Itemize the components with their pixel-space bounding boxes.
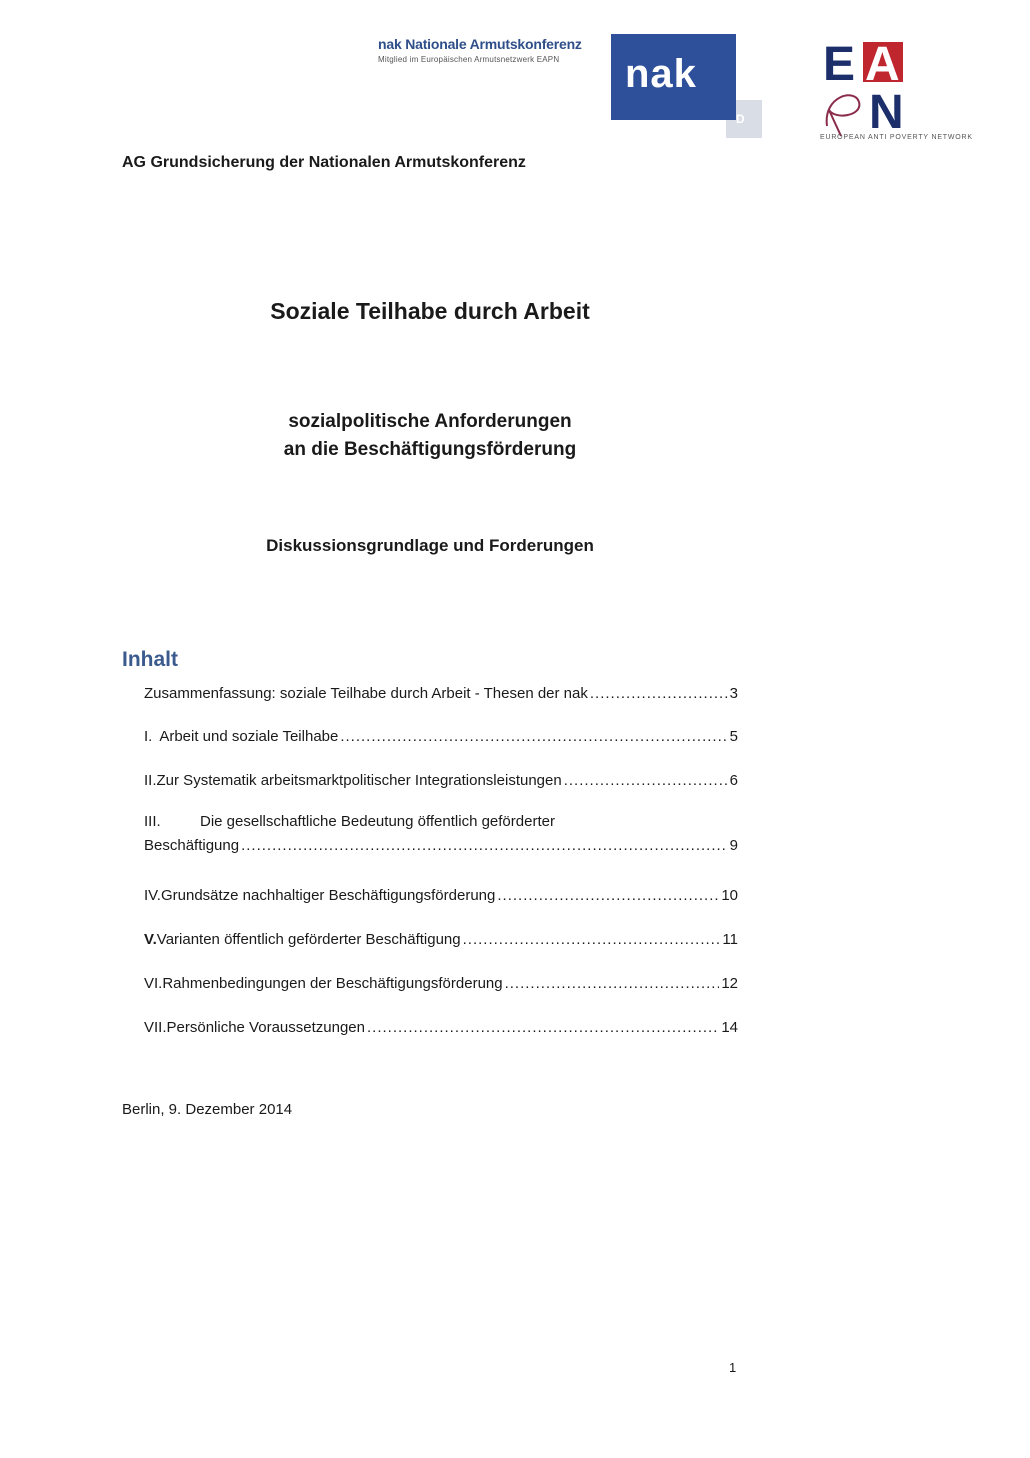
subtitle-line-2: an die Beschäftigungsförderung xyxy=(283,439,577,460)
toc-leader xyxy=(241,837,728,854)
toc-leader xyxy=(564,772,728,789)
toc-entry-num: VI. xyxy=(144,975,163,992)
toc-leader xyxy=(497,887,719,904)
eapn-letter-e: E xyxy=(823,38,856,91)
toc-entry-page: 11 xyxy=(722,931,738,948)
eapn-letter-a: A xyxy=(865,38,900,91)
toc-entry-text: Grundsätze nachhaltiger Beschäftigungsförderung xyxy=(160,887,496,904)
toc-entry-text: Zur Systematik arbeitsmarktpolitischer Integrationsleistungen xyxy=(156,772,562,789)
toc-leader xyxy=(367,1019,719,1036)
toc-leader xyxy=(505,975,720,992)
toc-entry-page: 9 xyxy=(729,837,738,854)
toc-entry-6[interactable] xyxy=(144,972,738,992)
toc-heading: Inhalt xyxy=(122,648,178,671)
toc-leader xyxy=(340,728,727,745)
toc-entry-num: III. xyxy=(144,813,161,830)
toc-entry-3[interactable] xyxy=(144,813,738,854)
eapn-letter-n: N xyxy=(869,86,904,139)
eapn-logo xyxy=(815,36,975,146)
toc-entry-page: 10 xyxy=(721,887,738,904)
eapn-tagline: EUROPEAN ANTI POVERTY NETWORK xyxy=(820,134,973,141)
toc-entry-num: IV. xyxy=(144,887,161,904)
toc-entry-4[interactable] xyxy=(144,884,738,904)
toc-entry-text-continued: Beschäftigung xyxy=(144,837,240,854)
toc-entry-num: VII. xyxy=(144,1019,167,1036)
discussion-heading: Diskussionsgrundlage und Forderungen xyxy=(266,536,594,555)
nak-wordmark xyxy=(378,36,598,64)
subtitle-line-1: sozialpolitische Anforderungen xyxy=(288,411,572,432)
toc-entry-text: Die gesellschaftliche Bedeutung öffentlich geförderter xyxy=(200,813,555,830)
document-date: Berlin, 9. Dezember 2014 xyxy=(122,1101,293,1118)
toc-entry-5[interactable] xyxy=(144,928,738,948)
org-line: AG Grundsicherung der Nationalen Armutskonferenz xyxy=(122,154,526,171)
toc-entry-page: 3 xyxy=(729,685,738,702)
toc-entry-summary[interactable] xyxy=(144,682,738,702)
document-subtitle xyxy=(0,408,860,464)
toc-entry-1[interactable] xyxy=(144,725,738,745)
nak-member-line: Mitglied im Europäischen Armutsnetzwerk EAPN xyxy=(378,55,560,64)
toc-entry-num: I. xyxy=(144,728,153,745)
toc-entry-page: 14 xyxy=(721,1019,738,1036)
nak-name: nak Nationale Armutskonferenz xyxy=(378,36,582,52)
toc-entry-text: Varianten öffentlich geförderter Beschäftigung xyxy=(156,931,461,948)
page-number: 1 xyxy=(729,1360,737,1375)
toc-entry-page: 5 xyxy=(729,728,738,745)
toc-entry-text: Persönliche Voraussetzungen xyxy=(166,1019,365,1036)
toc-leader xyxy=(463,931,721,948)
toc-entry-text: Arbeit und soziale Teilhabe xyxy=(159,728,339,745)
toc-entry-text: Rahmenbedingungen der Beschäftigungsförderung xyxy=(162,975,503,992)
document-title: Soziale Teilhabe durch Arbeit xyxy=(270,298,590,324)
toc-entry-text: Zusammenfassung: soziale Teilhabe durch Arbeit - Thesen der nak xyxy=(144,685,588,702)
nak-logo-text: nak xyxy=(625,52,697,96)
toc-entry-num: II. xyxy=(144,772,157,789)
toc-entry-2[interactable] xyxy=(144,769,738,789)
nak-logo-sub: D xyxy=(736,112,745,126)
toc-entry-7[interactable] xyxy=(144,1016,738,1036)
toc-entry-page: 6 xyxy=(729,772,738,789)
toc-entry-num: V. xyxy=(144,931,157,948)
toc-leader xyxy=(590,685,728,702)
toc-entry-line-2 xyxy=(144,834,738,854)
toc-entry-page: 12 xyxy=(721,975,738,992)
toc-entry-line-1 xyxy=(144,813,738,830)
nak-logo xyxy=(611,34,736,120)
